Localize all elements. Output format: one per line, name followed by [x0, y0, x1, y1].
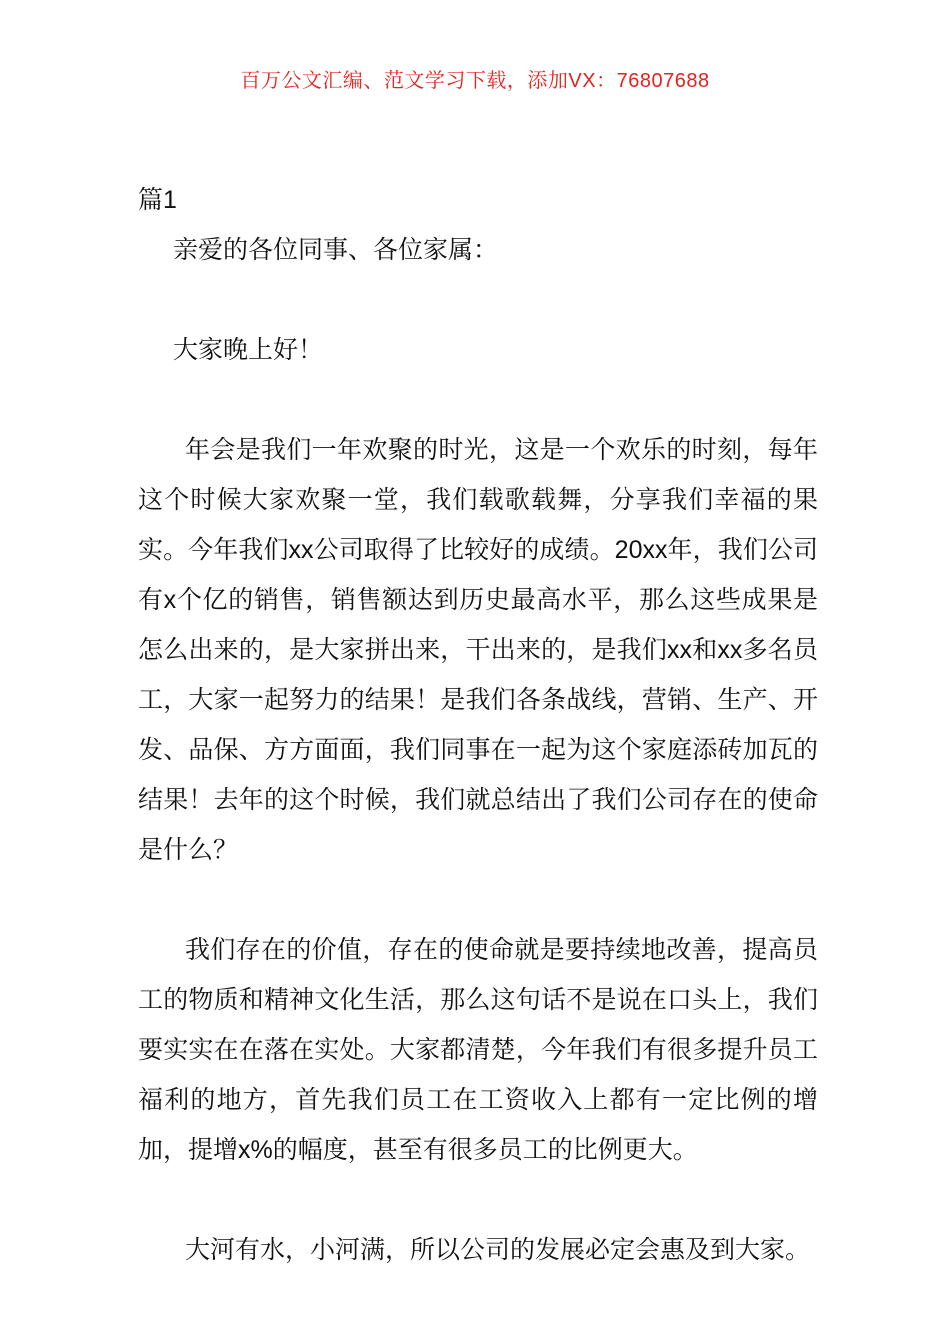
greeting-line: 大家晚上好！ [173, 336, 324, 364]
salutation-line: 亲爱的各位同事、各位家属： [173, 236, 499, 264]
section-label: 篇1 [138, 186, 177, 214]
document-body [138, 175, 818, 1275]
paragraph-1: 年会是我们一年欢聚的时光，这是一个欢乐的时刻，每年这个时候大家欢聚一堂，我们载歌载舞，分享我们幸福的果实。今年我们xx公司取得了比较好的成绩。20xx年，我们公司有x个亿的销售，销售额达到历史最高水平，那么这些成果是怎么出来的，是大家拼出来，干出来的，是我们xx和xx多名员工，大家一起努力的结果！是我们各条战线，营销、生产、开发、品保、方方面面，我们同事在一起为这个家庭添砖加瓦的结果！去年的这个时候，我们就总结出了我们公司存在的使命是什么？ [138, 436, 818, 864]
paragraph-2: 我们存在的价值，存在的使命就是要持续地改善，提高员工的物质和精神文化生活，那么这句话不是说在口头上，我们要实实在在落在实处。大家都清楚，今年我们有很多提升员工福利的地方，首先我们员工在工资收入上都有一定比例的增加，提增x%的幅度，甚至有很多员工的比例更大。 [138, 936, 818, 1164]
promo-header-text: 百万公文汇编、范文学习下载，添加VX：76807688 [240, 70, 710, 92]
paragraph-3: 大河有水，小河满，所以公司的发展必定会惠及到大家。 [185, 1236, 811, 1264]
